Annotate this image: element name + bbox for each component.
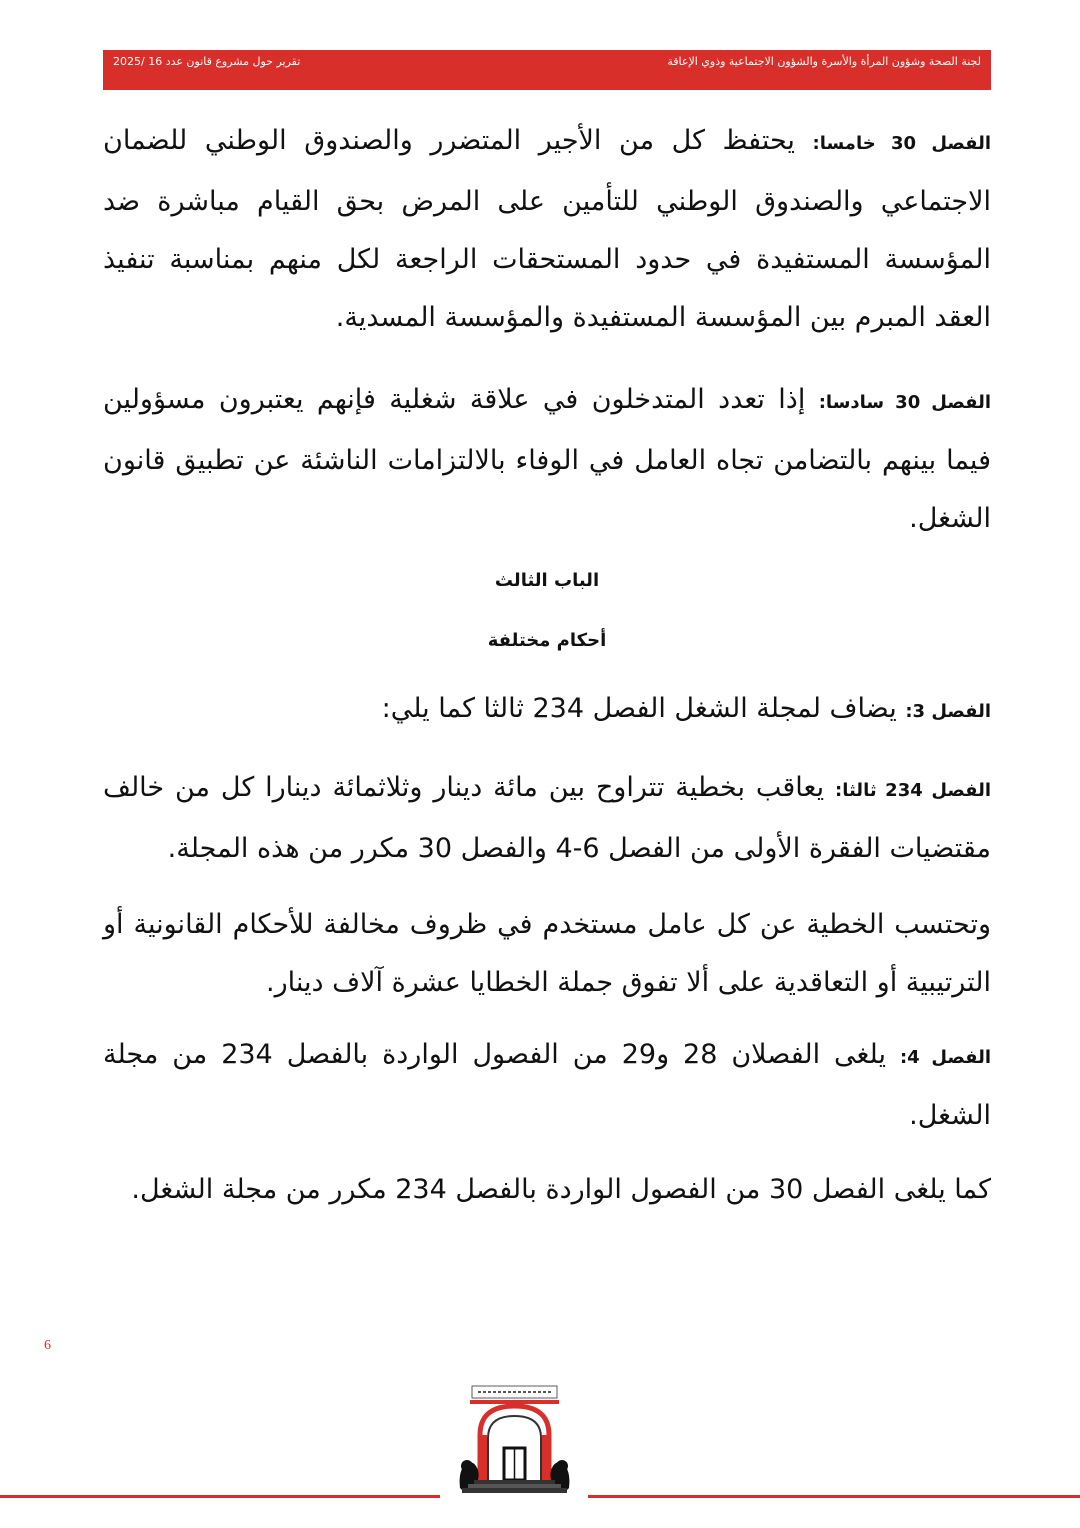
repeal-paragraph [103, 1161, 991, 1219]
chapter-subtitle: أحكام مختلفة [487, 630, 607, 651]
article-lead: الفصل 30 خامسا: [812, 133, 992, 154]
article-lead: الفصل 30 سادسا: [818, 392, 991, 413]
article-4 [103, 1026, 991, 1145]
article-text: إذا تعدد المتدخلون في علاقة شغلية فإنهم يعتبرون مسؤولين فيما بينهم بالتضامن تجاه العامل في الوفاء بالالتزامات الناشئة عن تطبيق قانون الشغل. [103, 384, 991, 534]
report-title: تقرير حول مشروع قانون عدد 16 /2025 [113, 55, 301, 68]
article-text: وتحتسب الخطية عن كل عامل مستخدم في ظروف مخالفة للأحكام القانونية أو الترتيبية أو التعاقدية على ألا تفوق جملة الخطايا عشرة آلاف دينار. [103, 909, 991, 998]
article-3 [103, 680, 991, 741]
chapter-title: الباب الثالث [494, 570, 600, 591]
parliament-emblem-icon [452, 1380, 577, 1505]
article-lead: الفصل 3: [905, 701, 991, 722]
article-text: يعاقب بخطية تتراوح بين مائة دينار وثلاثمائة دينارا كل من خالف مقتضيات الفقرة الأولى من الفصل 6-4 والفصل 30 مكرر من هذه المجلة. [103, 772, 991, 864]
document-body [103, 112, 991, 1219]
committee-name: لجنة الصحة وشؤون المرأة والأسرة والشؤون الاجتماعية وذوي الإعاقة [667, 55, 981, 68]
article-text: يضاف لمجلة الشغل الفصل 234 ثالثا كما يلي: [381, 693, 897, 724]
article-234-ter [103, 759, 991, 878]
article-text: يلغى الفصلان 28 و29 من الفصول الواردة بالفصل 234 من مجلة الشغل. [103, 1039, 991, 1131]
article-text: كما يلغى الفصل 30 من الفصول الواردة بالفصل 234 مكرر من مجلة الشغل. [131, 1174, 991, 1205]
footer-divider-left [0, 1495, 440, 1498]
article-30-quinquies [103, 112, 991, 347]
article-text: يحتفظ كل من الأجير المتضرر والصندوق الوطني للضمان الاجتماعي والصندوق الوطني للتأمين على المرض بحق القيام مباشرة ضد المؤسسة المستفيدة في حدود المستحقات الراجعة لكل منهم بمناسبة تنفيذ العقد المبرم بين المؤسسة المستفيدة والمؤسسة المسدية. [103, 125, 991, 333]
footer-divider-right [588, 1495, 1080, 1498]
header-bar [103, 50, 991, 90]
article-30-sexies [103, 371, 991, 548]
fine-paragraph [103, 896, 991, 1012]
article-lead: الفصل 234 ثالثا: [835, 780, 992, 801]
page-number: 6 [44, 1338, 51, 1353]
article-lead: الفصل 4: [899, 1047, 992, 1068]
